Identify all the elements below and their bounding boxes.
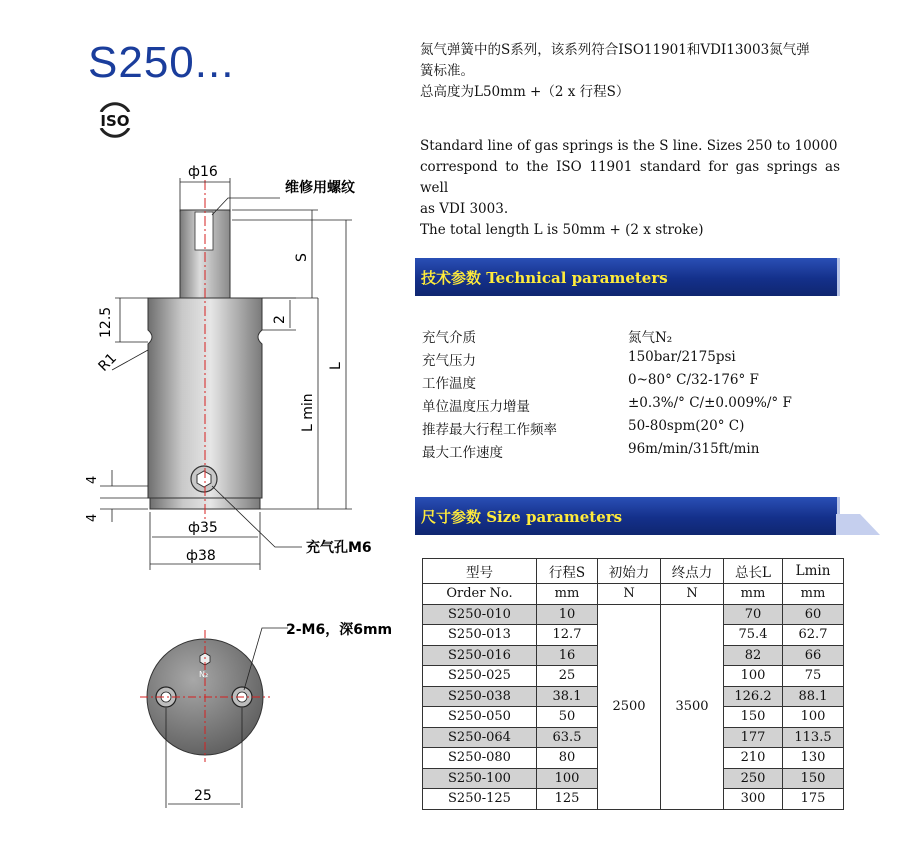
table-cell: 125 xyxy=(537,789,598,810)
table-cell: 63.5 xyxy=(537,727,598,748)
param-label: 最大工作速度 xyxy=(422,445,503,461)
dim-phi16: ф16 xyxy=(188,164,218,180)
table-cell: 10 xyxy=(537,604,598,625)
table-header: 行程S xyxy=(537,559,598,584)
size-heading-bar xyxy=(415,497,840,535)
dim-lmin: L min xyxy=(300,393,316,432)
intro-en-line: Standard line of gas springs is the S line. Sizes 250 to 10000 xyxy=(420,138,838,154)
table-unit: mm xyxy=(724,584,783,605)
dim-l: L xyxy=(328,362,344,370)
dim-4: 4 xyxy=(85,475,100,484)
table-header: 总长L xyxy=(724,559,783,584)
technical-heading: 技术参数 Technical parameters xyxy=(421,269,668,287)
param-value: 0~80° C/32-176° F xyxy=(628,372,759,388)
fill-hole-label: 充气孔M6 xyxy=(306,540,372,556)
table-cell: 88.1 xyxy=(783,686,844,707)
table-cell: S250-080 xyxy=(423,748,537,769)
gas-spring-drawing xyxy=(0,150,400,840)
table-header: 初始力 xyxy=(598,559,661,584)
intro-cn-line: 氮气弹簧中的S系列，该系列符合ISO11901和VDI13003氮气弹 xyxy=(420,42,810,58)
table-cell: 66 xyxy=(783,645,844,666)
n2-mark: N₂ xyxy=(199,670,209,679)
table-row xyxy=(423,604,844,625)
intro-en-line: The total length L is 50mm + (2 x stroke) xyxy=(420,222,704,238)
dim-2: 2 xyxy=(272,315,288,324)
table-cell: 38.1 xyxy=(537,686,598,707)
param-value: 96m/min/315ft/min xyxy=(628,441,760,457)
param-label: 推荐最大行程工作频率 xyxy=(422,422,557,438)
table-cell: 113.5 xyxy=(783,727,844,748)
heading-decoration xyxy=(836,514,880,535)
intro-cn-line: 簧标准。 xyxy=(420,63,474,79)
size-heading: 尺寸参数 Size parameters xyxy=(421,508,623,526)
table-cell: 175 xyxy=(783,789,844,810)
table-cell: 150 xyxy=(783,768,844,789)
table-cell: 12.7 xyxy=(537,625,598,646)
table-cell: 100 xyxy=(724,666,783,687)
table-cell: S250-016 xyxy=(423,645,537,666)
table-header-row xyxy=(423,559,844,584)
table-cell: 100 xyxy=(537,768,598,789)
table-unit: mm xyxy=(783,584,844,605)
table-unit-row xyxy=(423,584,844,605)
table-header: Lmin xyxy=(783,559,844,584)
param-value: 50-80spm(20° C) xyxy=(628,418,745,434)
table-cell: 82 xyxy=(724,645,783,666)
thread-label: 维修用螺纹 xyxy=(285,180,355,196)
table-cell: 16 xyxy=(537,645,598,666)
intro-en-line: correspond to the ISO 11901 standard for gas springs as well xyxy=(420,159,840,196)
iso-logo xyxy=(92,100,138,140)
initial-force-cell: 2500 xyxy=(598,604,661,809)
table-cell: S250-010 xyxy=(423,604,537,625)
table-unit: mm xyxy=(537,584,598,605)
table-cell: S250-100 xyxy=(423,768,537,789)
param-label: 单位温度压力增量 xyxy=(422,399,530,415)
table-cell: S250-013 xyxy=(423,625,537,646)
table-cell: 60 xyxy=(783,604,844,625)
table-cell: 75.4 xyxy=(724,625,783,646)
holes-label: 2-M6，深6mm xyxy=(286,622,393,638)
dim-phi38: ф38 xyxy=(186,548,216,564)
table-cell: S250-125 xyxy=(423,789,537,810)
table-cell: 126.2 xyxy=(724,686,783,707)
table-cell: 130 xyxy=(783,748,844,769)
table-cell: S250-050 xyxy=(423,707,537,728)
table-cell: 300 xyxy=(724,789,783,810)
table-header: 终点力 xyxy=(661,559,724,584)
dim-4: 4 xyxy=(85,513,100,522)
param-value: 150bar/2175psi xyxy=(628,349,736,365)
end-force-cell: 3500 xyxy=(661,604,724,809)
size-table xyxy=(422,558,844,810)
dim-phi35: ф35 xyxy=(188,520,218,536)
intro-en-line: as VDI 3003. xyxy=(420,201,509,217)
table-cell: 62.7 xyxy=(783,625,844,646)
page-title: S250... xyxy=(88,38,235,87)
technical-heading-bar xyxy=(415,258,840,296)
table-cell: 210 xyxy=(724,748,783,769)
dim-s: S xyxy=(294,253,310,262)
thread-hole xyxy=(195,212,213,250)
table-cell: 25 xyxy=(537,666,598,687)
table-cell: 80 xyxy=(537,748,598,769)
table-cell: 250 xyxy=(724,768,783,789)
table-cell: S250-038 xyxy=(423,686,537,707)
intro-chinese xyxy=(420,40,840,103)
table-unit: N xyxy=(598,584,661,605)
table-cell: 177 xyxy=(724,727,783,748)
dim-r1: R1 xyxy=(95,350,121,375)
table-cell: 50 xyxy=(537,707,598,728)
param-value: ±0.3%/° C/±0.009%/° F xyxy=(628,395,792,411)
intro-cn-line: 总高度为L50mm +（2 x 行程S） xyxy=(420,84,630,100)
table-cell: S250-064 xyxy=(423,727,537,748)
param-value: 氮气N₂ xyxy=(628,330,673,346)
table-unit: N xyxy=(661,584,724,605)
dim-12-5: 12.5 xyxy=(98,306,114,338)
param-label: 充气介质 xyxy=(422,330,476,346)
table-unit: Order No. xyxy=(423,584,537,605)
dim-25: 25 xyxy=(194,788,212,804)
table-cell: 150 xyxy=(724,707,783,728)
table-header: 型号 xyxy=(423,559,537,584)
table-cell: 100 xyxy=(783,707,844,728)
iso-logo-text: ISO xyxy=(100,112,130,130)
table-cell: 70 xyxy=(724,604,783,625)
intro-english xyxy=(420,136,840,241)
param-label: 工作温度 xyxy=(422,376,476,392)
table-cell: S250-025 xyxy=(423,666,537,687)
param-label: 充气压力 xyxy=(422,353,476,369)
table-cell: 75 xyxy=(783,666,844,687)
